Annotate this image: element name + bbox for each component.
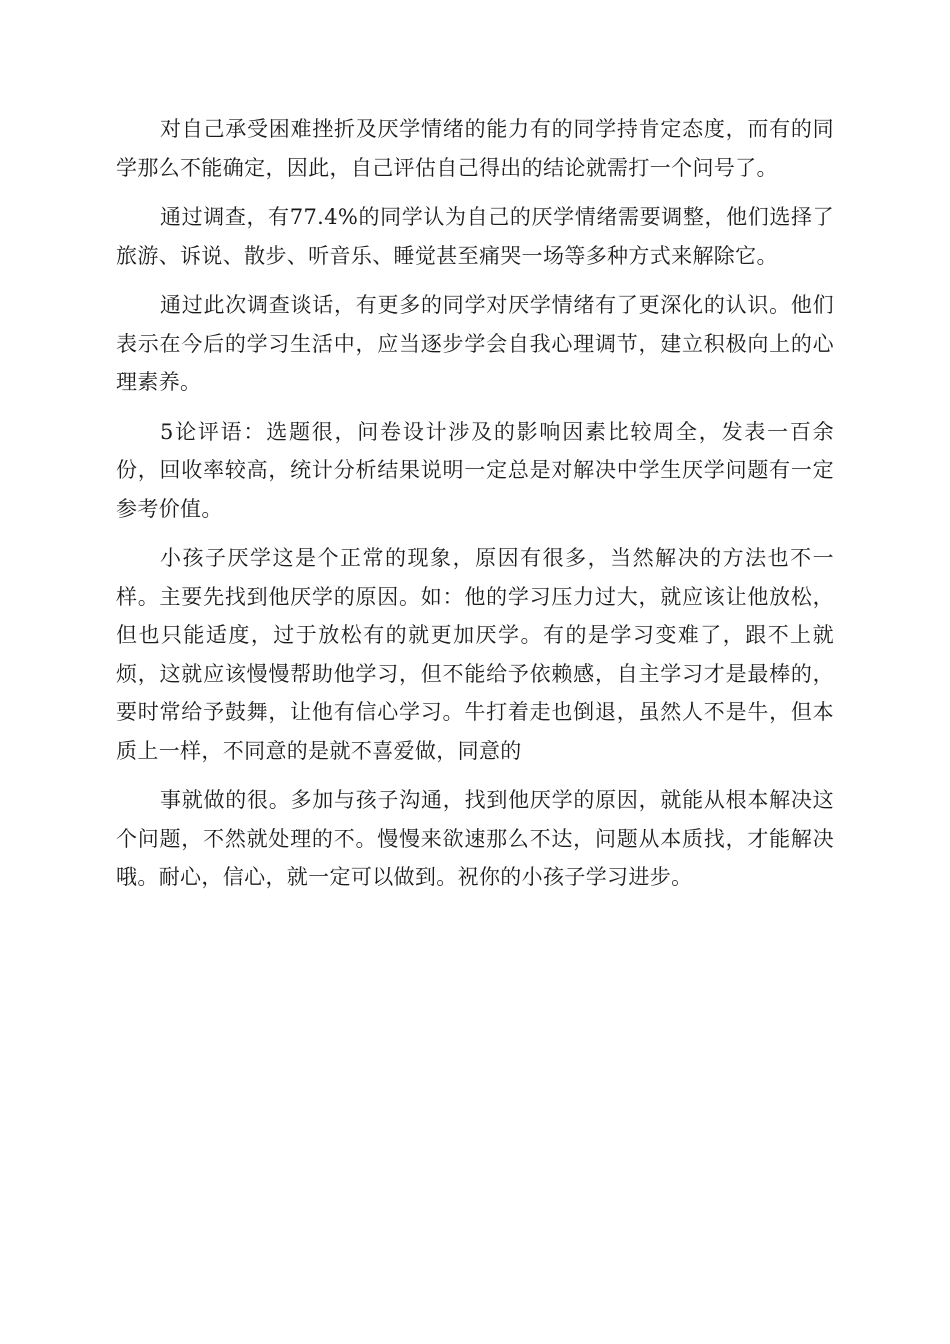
paragraph-4: 5论评语：选题很，问卷设计涉及的影响因素比较周全，发表一百余份，回收率较高，统计分析结果说明一定总是对解决中学生厌学问题有一定参考价值。 <box>116 419 834 521</box>
paragraph-5: 小孩子厌学这是个正常的现象，原因有很多，当然解决的方法也不一样。主要先找到他厌学的原因。如：他的学习压力过大，就应该让他放松，但也只能适度，过于放松有的就更加厌学。有的是学习变难了，跟不上就烦，这就应该慢慢帮助他学习，但不能给予依赖感，自主学习才是最棒的，要时常给予鼓舞，让他有信心学习。牛打着走也倒退，虽然人不是牛，但本质上一样，不同意的是就不喜爱做，同意的 <box>116 546 834 763</box>
paragraph-2: 通过调查，有77.4%的同学认为自己的厌学情绪需要调整，他们选择了旅游、诉说、散步、听音乐、睡觉甚至痛哭一场等多种方式来解除它。 <box>116 205 834 268</box>
paragraph-1: 对自己承受困难挫折及厌学情绪的能力有的同学持肯定态度，而有的同学那么不能确定，因此，自己评估自己得出的结论就需打一个问号了。 <box>116 117 834 180</box>
document-body <box>116 110 834 908</box>
paragraph-6: 事就做的很。多加与孩子沟通，找到他厌学的原因，就能从根本解决这个问题，不然就处理的不。慢慢来欲速那么不达，问题从本质找，才能解决哦。耐心，信心，就一定可以做到。祝你的小孩子学习进步。 <box>116 788 834 889</box>
paragraph-3: 通过此次调查谈话，有更多的同学对厌学情绪有了更深化的认识。他们表示在今后的学习生活中，应当逐步学会自我心理调节，建立积极向上的心理素养。 <box>116 293 834 394</box>
